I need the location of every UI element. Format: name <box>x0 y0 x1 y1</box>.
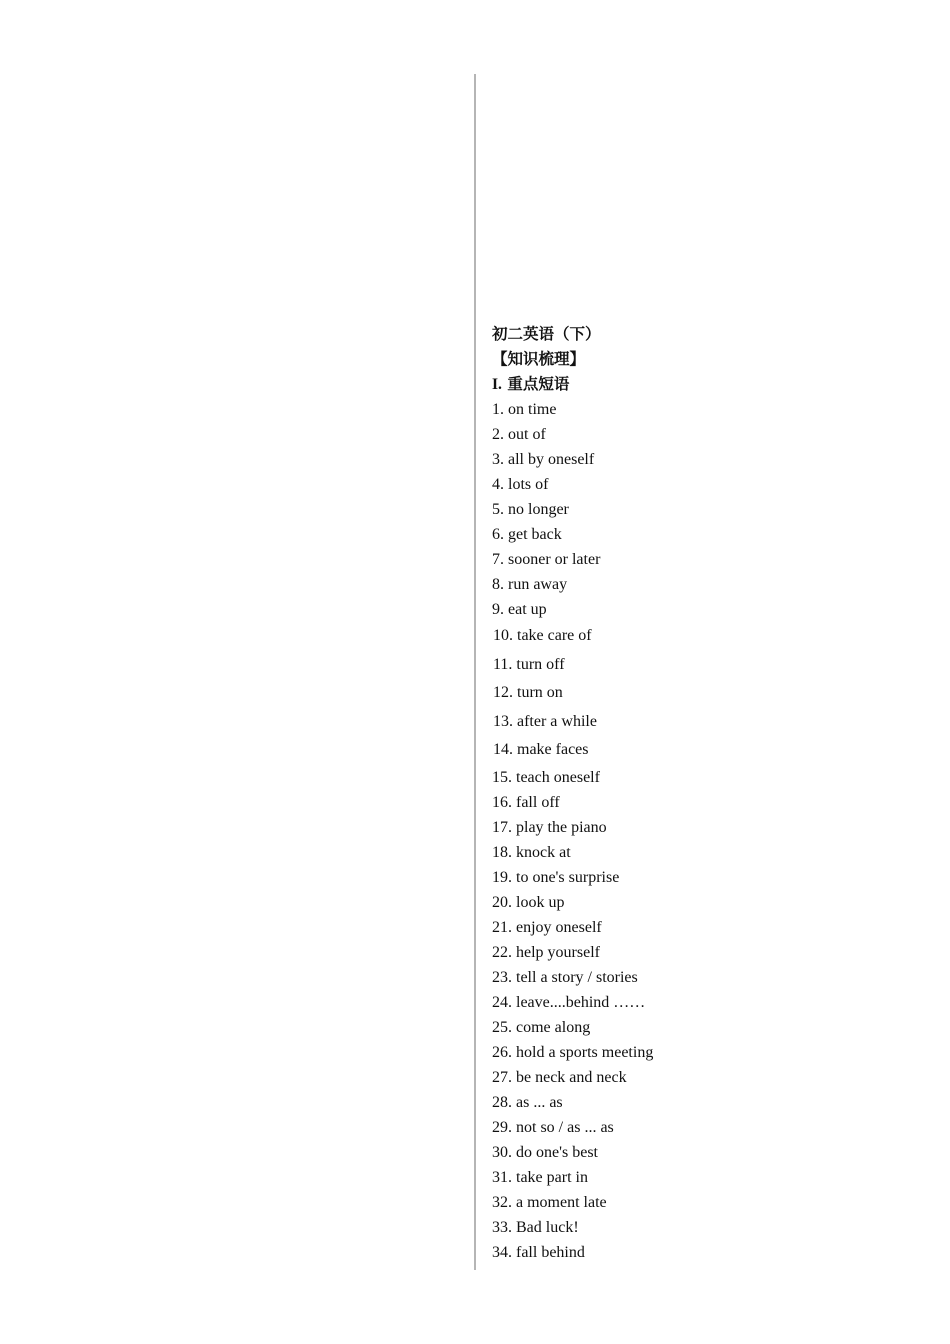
subsection-label: 重点短语 <box>507 375 570 393</box>
document-title: 初二英语（下） <box>492 325 601 343</box>
phrase-item: 25. come along <box>492 1018 591 1036</box>
phrase-item: 33. Bad luck! <box>492 1218 579 1236</box>
phrase-item: 3. all by oneself <box>492 451 595 468</box>
phrase-item: 27. be neck and neck <box>492 1068 627 1086</box>
phrase-item: 31. take part in <box>492 1168 588 1186</box>
phrase-item: 18. knock at <box>492 843 571 861</box>
phrase-item: 17. play the piano <box>492 818 607 836</box>
phrase-item: 13. after a while <box>493 712 597 730</box>
phrase-item: 23. tell a story / stories <box>492 968 638 986</box>
phrase-item: 15. teach oneself <box>492 768 600 786</box>
phrase-item: 34. fall behind <box>492 1243 585 1261</box>
document-content <box>492 322 922 1265</box>
phrase-item: 8. run away <box>492 576 568 593</box>
subsection-heading <box>492 372 922 397</box>
phrase-item: 5. no longer <box>492 501 569 518</box>
phrase-item: 19. to one's surprise <box>492 868 620 886</box>
phrase-item: 9. eat up <box>492 601 547 618</box>
phrase-list <box>492 397 922 1265</box>
phrase-item: 10. take care of <box>493 627 592 644</box>
phrase-item: 12. turn on <box>493 684 563 702</box>
phrase-item: 2. out of <box>492 426 546 443</box>
phrase-item: 29. not so / as ... as <box>492 1118 614 1136</box>
phrase-item: 7. sooner or later <box>492 551 601 568</box>
phrase-item: 16. fall off <box>492 793 560 811</box>
subsection-numeral: I. <box>492 376 502 393</box>
phrase-item: 24. leave....behind …… <box>492 993 646 1011</box>
phrase-item: 22. help yourself <box>492 943 600 961</box>
column-divider <box>474 74 476 1270</box>
phrase-item: 30. do one's best <box>492 1143 598 1161</box>
phrase-item: 32. a moment late <box>492 1193 607 1211</box>
phrase-item: 1. on time <box>492 401 557 418</box>
phrase-item: 14. make faces <box>493 741 589 759</box>
phrase-item: 6. get back <box>492 526 562 543</box>
phrase-item: 4. lots of <box>492 476 549 493</box>
phrase-item: 26. hold a sports meeting <box>492 1043 654 1061</box>
phrase-item: 20. look up <box>492 893 565 911</box>
section-label: 【知识梳理】 <box>492 350 586 368</box>
phrase-item: 28. as ... as <box>492 1093 563 1111</box>
phrase-item: 21. enjoy oneself <box>492 918 602 936</box>
phrase-item: 11. turn off <box>493 655 565 673</box>
